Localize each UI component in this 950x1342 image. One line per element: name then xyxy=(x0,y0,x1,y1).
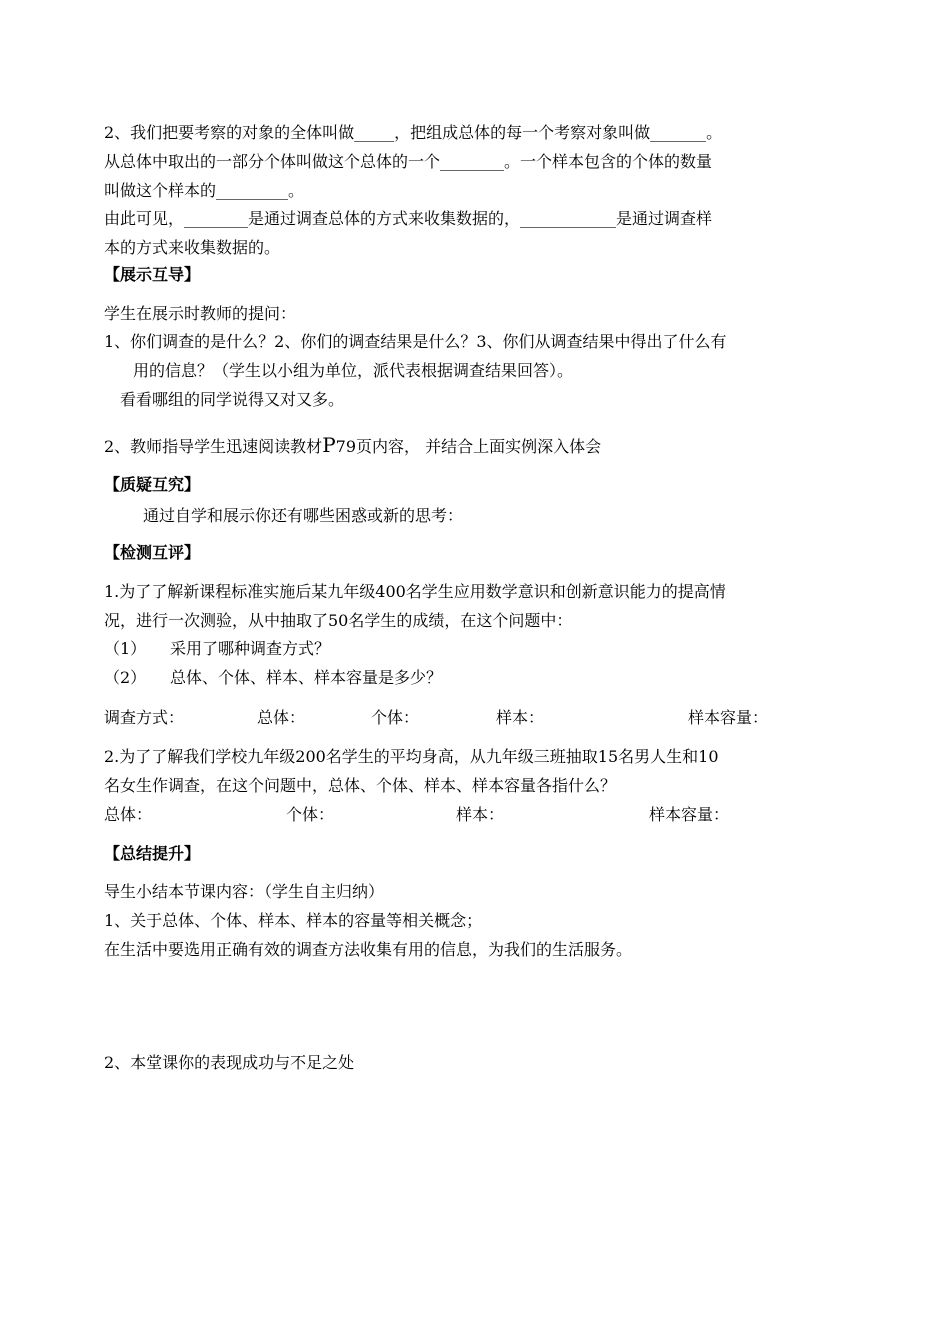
intro-line-3: 叫做这个样本的_________。 xyxy=(104,181,305,200)
answer-label: 总体： xyxy=(257,708,306,727)
test-p2-line-1: 2.为了了解我们学校九年级200名学生的平均身高，从九年级三班抽取15名男人生和10 xyxy=(104,747,719,766)
intro-line-1: 2、我们把要考察的对象的全体叫做_____，把组成总体的每一个考察对象叫做_______。 xyxy=(104,123,723,142)
test-p1-line-2: 况，进行一次测验，从中抽取了50名学生的成绩，在这个问题中： xyxy=(104,611,573,630)
answer-label: 总体： xyxy=(104,805,153,824)
summary-line-3: 在生活中要选用正确有效的调查方法收集有用的信息，为我们的生活服务。 xyxy=(104,940,633,959)
heading-question: 【质疑互究】 xyxy=(104,475,201,494)
test-sub2-number: （2） xyxy=(104,668,147,687)
answer-label: 个体： xyxy=(371,708,420,727)
show-q2-suffix: 79页内容， 并结合上面实例深入体会 xyxy=(335,437,602,456)
show-q2-prefix: 2、教师指导学生迅速阅读教材 xyxy=(104,437,323,456)
answer-label: 样本： xyxy=(456,805,505,824)
test-p1-line-1: 1.为了了解新课程标准实施后某九年级400名学生应用数学意识和创新意识能力的提高情 xyxy=(104,582,726,601)
intro-line-2: 从总体中取出的一部分个体叫做这个总体的一个________。一个样本包含的个体的数量 xyxy=(104,152,713,171)
answer-label: 样本容量： xyxy=(649,805,730,824)
show-intro: 学生在展示时教师的提问： xyxy=(104,304,297,323)
test-sub1-text: 采用了哪种调查方式？ xyxy=(170,639,331,658)
question-text: 通过自学和展示你还有哪些困惑或新的思考： xyxy=(143,506,464,525)
summary-line-1: 导生小结本节课内容：（学生自主归纳） xyxy=(104,882,385,901)
summary-line-4: 2、本堂课你的表现成功与不足之处 xyxy=(104,1053,355,1072)
show-q2-page-letter: P xyxy=(322,433,336,457)
answer-label: 个体： xyxy=(286,805,335,824)
heading-show: 【展示互导】 xyxy=(104,265,201,284)
intro-line-5: 本的方式来收集数据的。 xyxy=(104,238,281,257)
heading-summary: 【总结提升】 xyxy=(104,844,201,863)
show-q1-line-2: 用的信息？（学生以小组为单位，派代表根据调查结果回答）。 xyxy=(133,361,574,380)
show-q1-line-1: 1、你们调查的是什么？2、你们的调查结果是什么？3、你们从调查结果中得出了什么有 xyxy=(104,332,727,351)
answer-label: 样本容量： xyxy=(688,708,769,727)
answer-label: 样本： xyxy=(496,708,545,727)
show-q1-line-3: 看看哪组的同学说得又对又多。 xyxy=(120,390,345,409)
heading-test: 【检测互评】 xyxy=(104,543,201,562)
intro-line-4: 由此可见，________是通过调查总体的方式来收集数据的，____________是通过调查样 xyxy=(104,209,713,228)
test-sub1-number: （1） xyxy=(104,639,147,658)
show-q2 xyxy=(104,434,601,458)
summary-line-2: 1、关于总体、个体、样本、样本的容量等相关概念； xyxy=(104,911,483,930)
test-p2-line-2: 名女生作调查，在这个问题中，总体、个体、样本、样本容量各指什么？ xyxy=(104,776,617,795)
test-sub2-text: 总体、个体、样本、样本容量是多少？ xyxy=(170,668,443,687)
answer-label: 调查方式： xyxy=(104,708,185,727)
